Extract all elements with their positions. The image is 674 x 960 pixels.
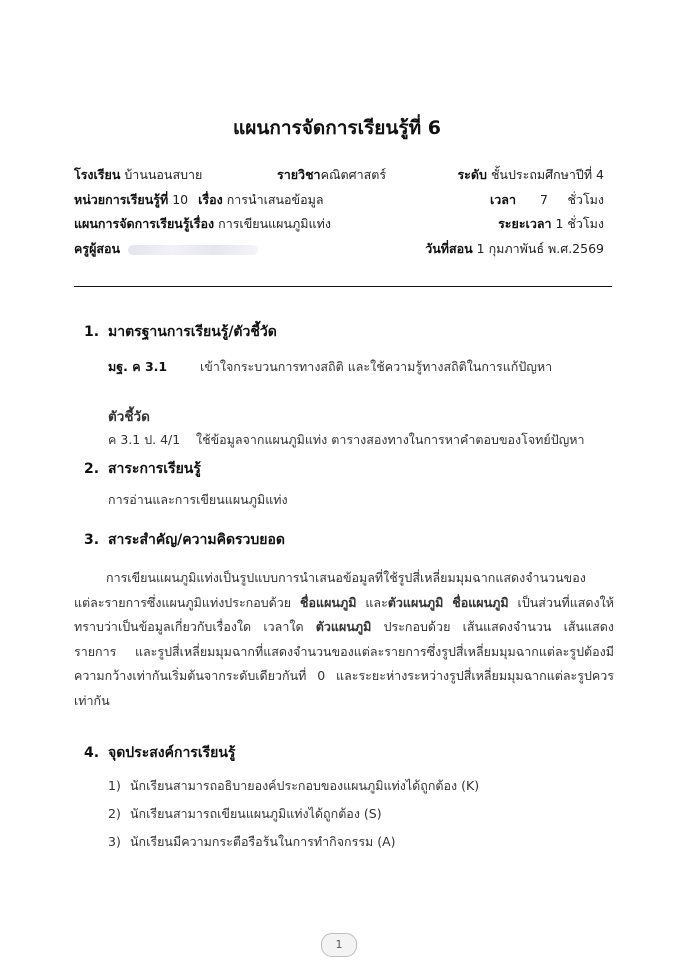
objective-text: นักเรียนสามารถเขียนแผนภูมิแท่งได้ถูกต้อง (S) — [130, 806, 382, 821]
time-unit: ชั่วโมง — [567, 192, 604, 207]
section-number: 3. — [84, 532, 100, 548]
date-value: 1 กุมภาพันธ์ พ.ศ.2569 — [476, 241, 604, 256]
info-row-4 — [74, 240, 604, 258]
para-bold: ตัวแผนภูมิ — [315, 619, 372, 634]
para-bold: ชื่อแผนภูมิ — [300, 594, 357, 610]
para-text: การเขียนแผนภูมิแท่งเป็นรูปแบบการนำเสนอข้อมูลที่ใช้รูปสี่เหลี่ยมมุมฉากแสดงจำนวนของแต่ละรายการซึ่งแผนภูมิแท่งประกอบด้วย — [74, 570, 586, 610]
standard-text: เข้าใจกระบวนการทางสถิติ และใช้ความรู้ทางสถิติในการแก้ปัญหา — [200, 359, 553, 374]
section-title: มาตรฐานการเรียนรู้/ตัวชี้วัด — [108, 324, 277, 340]
objective-number: 2) — [108, 806, 121, 821]
info-row-3 — [74, 215, 604, 233]
subject-value: คณิตศาสตร์ — [320, 167, 387, 182]
objective-text: นักเรียนสามารถอธิบายองค์ประกอบของแผนภูมิแท่งได้ถูกต้อง (K) — [130, 778, 480, 793]
objective-text: นักเรียนมีความกระตือรือร้นในการทำกิจกรรม (A) — [130, 834, 396, 849]
school-value: บ้านนอนสบาย — [124, 167, 203, 182]
time-value: 7 — [539, 192, 548, 207]
concept-paragraph — [74, 566, 614, 713]
standard-code — [108, 357, 167, 377]
unit-value: 10 — [172, 192, 189, 207]
para-text: ประกอบด้วย เส้นแสดงจำนวน เส้นแสดงรายการ และรูปสี่เหลี่ยมมุมฉากที่แสดงจำนวนของแต่ละรายการซึ่งรูปสี่เหลี่ยมมุมฉากแต่ละรูปต้องมีความกว้างเท่ากันเริ่มต้นจากระดับเดียวกันที่ 0 และระยะห่างระหว่างรูปสี่เหลี่ยมมุมฉากแต่ละรูปควรเท่ากัน — [74, 619, 614, 708]
para-bold: ชื่อแผนภูมิ — [452, 594, 509, 610]
header-divider — [74, 286, 612, 287]
content-text: การอ่านและการเขียนแผนภูมิแท่ง — [108, 492, 288, 507]
info-row-1 — [74, 166, 604, 184]
section-title: จุดประสงค์การเรียนรู้ — [108, 745, 236, 761]
level-label: ระดับ — [457, 167, 487, 182]
section-2-heading — [84, 458, 201, 480]
objective-number: 1) — [108, 778, 121, 793]
objective-number: 3) — [108, 834, 121, 849]
duration-label: ระยะเวลา — [498, 216, 552, 231]
objective-item — [108, 804, 382, 824]
objective-item — [108, 832, 396, 852]
para-bold: ตัวแผนภูมิ — [387, 594, 444, 610]
duration-value: 1 ชั่วโมง — [555, 216, 604, 231]
plan-value: การเขียนแผนภูมิแท่ง — [218, 216, 331, 231]
para-text: และ — [356, 594, 388, 610]
section-number: 4. — [84, 745, 100, 761]
section-4-heading — [84, 742, 235, 764]
standard-code-text: มฐ. ค 3.1 — [108, 359, 168, 374]
page-number-badge: 1 — [321, 933, 357, 957]
teacher-label: ครูผู้สอน — [74, 241, 121, 256]
page-title: แผนการจัดการเรียนรู้ที่ 6 — [233, 117, 441, 139]
section-3-heading — [84, 529, 285, 551]
topic-value: การนำเสนอข้อมูล — [226, 192, 324, 207]
indicator-text: ใช้ข้อมูลจากแผนภูมิแท่ง ตารางสองทางในการหาคำตอบของโจทย์ปัญหา — [196, 432, 585, 447]
school-label: โรงเรียน — [74, 167, 121, 182]
topic-label: เรื่อง — [198, 192, 223, 207]
subject-label: รายวิชา — [277, 167, 321, 182]
objective-item — [108, 776, 479, 796]
date-label: วันที่สอน — [425, 241, 473, 256]
teacher-name-redacted — [128, 245, 258, 255]
section-1-heading — [84, 321, 277, 343]
section-title: สาระสำคัญ/ความคิดรวบยอด — [108, 532, 286, 548]
time-label: เวลา — [490, 192, 516, 207]
plan-label: แผนการจัดการเรียนรู้เรื่อง — [74, 216, 215, 231]
section-number: 2. — [84, 461, 100, 477]
para-text: เป็นส่วนที่แสดงให้ทราบว่าเป็นข้อมูลเกี่ยวกับเรื่องใด เวลาใด — [74, 594, 614, 634]
section-title: สาระการเรียนรู้ — [108, 461, 201, 477]
unit-label: หน่วยการเรียนรู้ที่ — [74, 192, 169, 207]
indicator-heading: ตัวชี้วัด — [108, 409, 150, 425]
level-value: ชั้นประถมศึกษาปีที่ 4 — [490, 167, 604, 182]
section-number: 1. — [84, 324, 100, 340]
indicator-code: ค 3.1 ป. 4/1 — [108, 432, 181, 447]
info-row-2 — [74, 191, 604, 209]
